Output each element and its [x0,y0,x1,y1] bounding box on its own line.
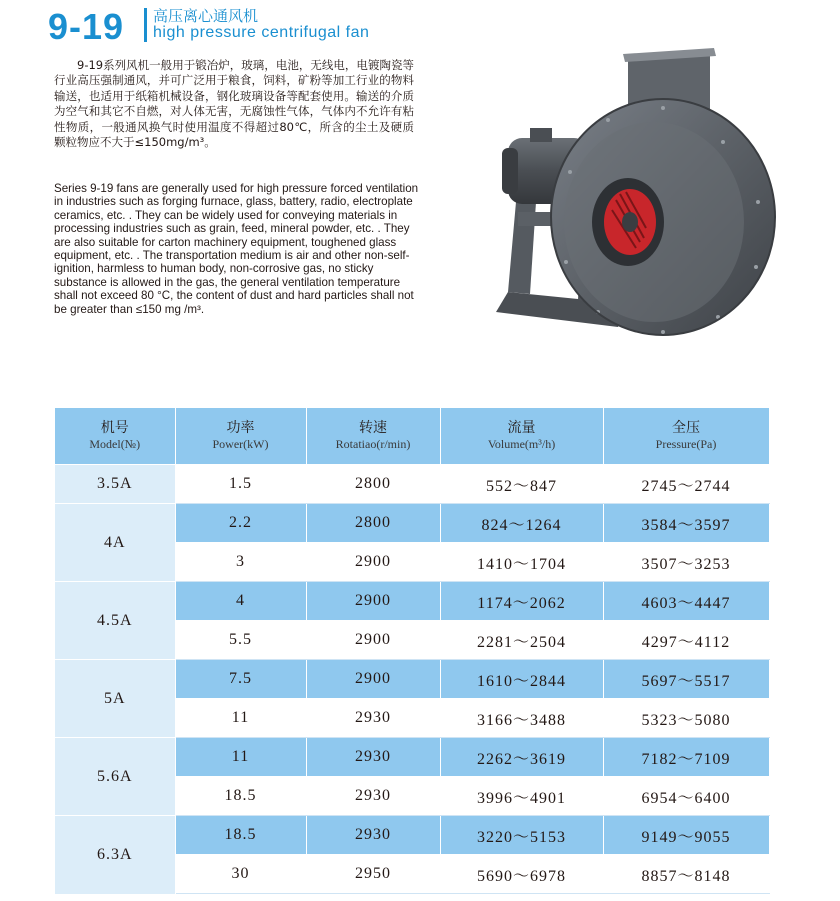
power-cell: 5.5 [175,621,306,660]
model-number: 9-19 [48,6,125,47]
model-cell: 5.6A [55,738,175,816]
header-pressure: 全压 Pressure(Pa) [603,408,769,465]
header-volume: 流量 Volume(m³/h) [440,408,603,465]
power-cell: 18.5 [175,816,306,855]
pressure-cell: 9149～9055 [603,816,769,855]
volume-cell: 1174～2062 [440,582,603,621]
speed-cell: 2900 [306,582,440,621]
volume-cell: 1610～2844 [440,660,603,699]
title-chinese: 高压离心通风机 [153,7,259,25]
table-row [55,660,769,699]
speed-cell: 2900 [306,621,440,660]
volume-cell: 3166～3488 [440,699,603,738]
pressure-cell: 5697～5517 [603,660,769,699]
speed-cell: 2930 [306,738,440,777]
speed-cell: 2950 [306,855,440,894]
power-cell: 1.5 [175,465,306,504]
header-model: 机号 Model(№) [55,408,175,465]
header-power: 功率 Power(kW) [175,408,306,465]
centrifugal-fan-image [478,42,798,342]
table-row [55,738,769,777]
description-english: Series 9-19 fans are generally used for high pressure forced ventilation in industries such as forging furnace, glass, battery, radio, electroplate ceramics, etc. . They can be widely used for conveying materials in processing industries such as grain, feed, mineral powder, etc. . They are also suitable for carton machinery equipment, toughened glass equipment, etc. . The transportation medium is air and other non-self-ignition, harmless to human body, non-corrosive gas, no sticky substance is allowed in the gas, the general ventilation temperature shall not exceed 80 °C, the content of dust and hard particles shall not be greater than ≤150 mg /m³. [54,182,419,316]
model-cell: 5A [55,660,175,738]
description-chinese: 9-19系列风机一般用于锻冶炉，玻璃，电池，无线电，电镀陶瓷等行业高压强制通风，并可广泛用于粮食，饲料，矿粉等加工行业的物料输送，也适用于纸箱机械设备，钢化玻璃设备等配套使用。输送的介质为空气和其它不自燃，对人体无害，无腐蚀性气体，气体内不允许有粘性物质，一般通风换气时使用温度不得超过80℃，所含的尘土及硬质颗粒物应不大于≤150mg/m³。 [54,58,414,150]
speed-cell: 2930 [306,777,440,816]
volume-cell: 824～1264 [440,504,603,543]
power-cell: 3 [175,543,306,582]
speed-cell: 2900 [306,543,440,582]
pressure-cell: 3507～3253 [603,543,769,582]
model-cell: 6.3A [55,816,175,894]
pressure-cell: 7182～7109 [603,738,769,777]
table-header-row [55,408,769,465]
pressure-cell: 3584～3597 [603,504,769,543]
volume-cell: 552～847 [440,465,603,504]
model-cell: 3.5A [55,465,175,504]
volume-cell: 1410～1704 [440,543,603,582]
power-cell: 30 [175,855,306,894]
volume-cell: 5690～6978 [440,855,603,894]
speed-cell: 2930 [306,816,440,855]
power-cell: 2.2 [175,504,306,543]
table-row [55,582,769,621]
pressure-cell: 5323～5080 [603,699,769,738]
volume-cell: 2281～2504 [440,621,603,660]
model-cell: 4A [55,504,175,582]
pressure-cell: 2745～2744 [603,465,769,504]
table-row [55,504,769,543]
speed-cell: 2800 [306,465,440,504]
volume-cell: 3996～4901 [440,777,603,816]
pressure-cell: 8857～8148 [603,855,769,894]
volume-cell: 3220～5153 [440,816,603,855]
title-divider [144,8,147,42]
power-cell: 11 [175,738,306,777]
power-cell: 18.5 [175,777,306,816]
model-cell: 4.5A [55,582,175,660]
power-cell: 4 [175,582,306,621]
speed-cell: 2930 [306,699,440,738]
pressure-cell: 6954～6400 [603,777,769,816]
volume-cell: 2262～3619 [440,738,603,777]
power-cell: 11 [175,699,306,738]
table-row [55,465,769,504]
title-english: high pressure centrifugal fan [153,24,370,41]
table-row [55,816,769,855]
specification-table [55,408,770,894]
pressure-cell: 4603～4447 [603,582,769,621]
power-cell: 7.5 [175,660,306,699]
speed-cell: 2800 [306,504,440,543]
speed-cell: 2900 [306,660,440,699]
pressure-cell: 4297～4112 [603,621,769,660]
header-speed: 转速 Rotatiao(r/min) [306,408,440,465]
